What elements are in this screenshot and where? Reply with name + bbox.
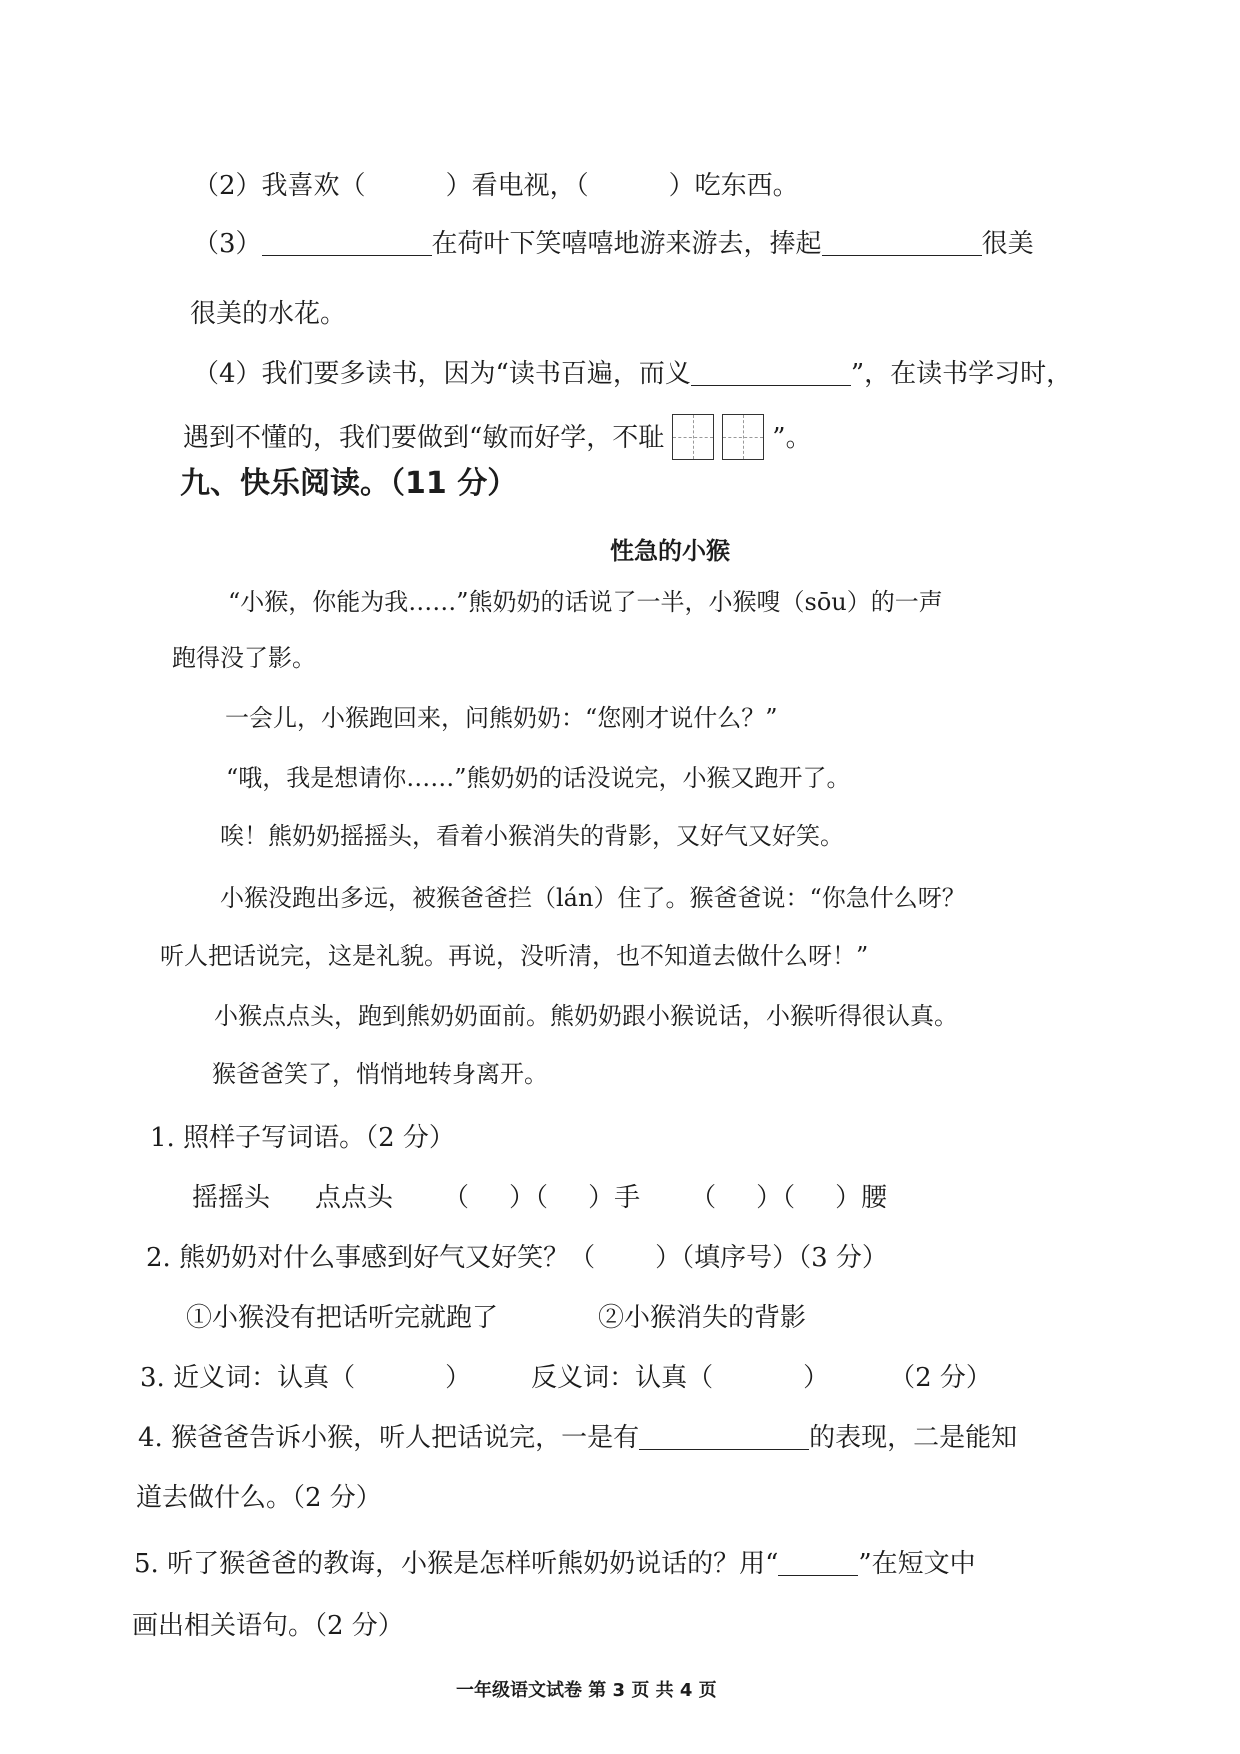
q1-paren5: ）（ xyxy=(756,1183,796,1213)
q8-item4-blank[interactable] xyxy=(691,359,851,386)
tian-box-1[interactable] xyxy=(672,414,714,460)
q5-text2: ”在短文中 xyxy=(858,1549,976,1579)
q5-text1: 5. 听了猴爸爸的教诲，小猴是怎样听熊奶奶说话的？用“ xyxy=(134,1549,779,1579)
q3-line xyxy=(140,1360,992,1396)
q8-item4-line1 xyxy=(193,356,1072,392)
story-p5a: 小猴没跑出多远，被猴爸爸拦（lán）住了。猴爸爸说：“你急什么呀？ xyxy=(220,884,966,912)
story-title: 性急的小猴 xyxy=(610,537,730,565)
q3-text3: 反义词：认真（ xyxy=(531,1363,714,1393)
q8-item2-num: （2） xyxy=(193,171,262,201)
story-p3: “哦，我是想请你……”熊奶奶的话没说完，小猴又跑开了。 xyxy=(226,764,851,792)
q8-item4-text1: 我们要多读书，因为“读书百遍，而义 xyxy=(261,359,691,389)
q8-item3-blank2[interactable] xyxy=(822,229,982,256)
q8-item4-num: （4） xyxy=(193,359,262,389)
q8-item3-text2: 很美 xyxy=(981,229,1034,259)
q3-text4: ） xyxy=(803,1363,830,1393)
story-p4: 唉！熊奶奶摇摇头，看着小猴消失的背影，又好气又好笑。 xyxy=(220,822,844,850)
q8-item3-line1 xyxy=(193,226,1034,262)
story-p6: 小猴点点头，跑到熊奶奶面前。熊奶奶跟小猴说话，小猴听得很认真。 xyxy=(214,1002,958,1030)
story-p7: 猴爸爸笑了，悄悄地转身离开。 xyxy=(212,1060,548,1088)
q1-paren4: （ xyxy=(690,1183,717,1213)
q1-example-line xyxy=(192,1180,887,1216)
q8-item2-text1: 我喜欢（ xyxy=(261,171,366,201)
q2-text-end: ）（填序号）（3 分） xyxy=(655,1243,888,1273)
q8-item4-text3: 遇到不懂的，我们要做到“敏而好学，不耻 xyxy=(183,423,665,453)
q4-blank[interactable] xyxy=(639,1423,809,1450)
story-p2: 一会儿，小猴跑回来，问熊奶奶：“您刚才说什么？” xyxy=(225,704,778,732)
q3-text1: 3. 近义词：认真（ xyxy=(140,1363,356,1393)
q3-score: （2 分） xyxy=(889,1363,992,1393)
q1-paren2: ）（ xyxy=(509,1183,549,1213)
q1-line: 1. 照样子写词语。（2 分） xyxy=(150,1123,455,1153)
q8-item2-text2: ）看电视，（ xyxy=(445,171,589,201)
q8-item3-text3: 很美的水花。 xyxy=(190,299,347,329)
q8-item4-text4: ”。 xyxy=(772,423,812,453)
q2-text: 2. 熊奶奶对什么事感到好气又好笑？（ xyxy=(146,1243,596,1273)
q3-text2: ） xyxy=(445,1363,472,1393)
q1-paren3: ）手 xyxy=(588,1183,641,1213)
q4-line2: 道去做什么。（2 分） xyxy=(136,1483,382,1513)
q1-example1: 摇摇头 xyxy=(192,1183,271,1213)
q8-item2-line xyxy=(193,168,799,204)
q8-item3-num: （3） xyxy=(193,229,262,259)
q8-item3-text1: 在荷叶下笑嘻嘻地游来游去，捧起 xyxy=(431,229,822,259)
q8-item4-text2: ”，在读书学习时， xyxy=(850,359,1073,389)
story-p5b: 听人把话说完，这是礼貌。再说，没听清，也不知道去做什么呀！” xyxy=(160,942,869,970)
q1-example2: 点点头 xyxy=(315,1183,394,1213)
q4-text2: 的表现，二是能知 xyxy=(809,1423,1018,1453)
q2-line xyxy=(146,1240,888,1276)
q8-item3-blank1[interactable] xyxy=(262,229,432,256)
section9-title: 九、快乐阅读。（11 分） xyxy=(180,466,518,501)
q5-line1 xyxy=(134,1546,976,1582)
q5-underline-sample xyxy=(778,1549,858,1576)
q8-item3-line2 xyxy=(190,296,346,332)
q8-item2-text3: ）吃东西。 xyxy=(668,171,799,201)
q2-option1: ①小猴没有把话听完就跑了 xyxy=(186,1303,499,1333)
q2-option2: ②小猴消失的背影 xyxy=(598,1303,807,1333)
q4-line1 xyxy=(138,1420,1017,1456)
page-footer: 一年级语文试卷 第 3 页 共 4 页 xyxy=(456,1680,717,1701)
q1-paren1: （ xyxy=(443,1183,470,1213)
q8-item4-line2 xyxy=(183,414,812,460)
q4-text1: 4. 猴爸爸告诉小猴，听人把话说完，一是有 xyxy=(138,1423,640,1453)
story-p1b: 跑得没了影。 xyxy=(172,644,316,672)
tian-box-2[interactable] xyxy=(722,414,764,460)
q5-line2: 画出相关语句。（2 分） xyxy=(132,1611,404,1641)
story-p1a: “小猴，你能为我……”熊奶奶的话说了一半，小猴嗖（sōu）的一声 xyxy=(228,588,943,616)
q1-paren6: ）腰 xyxy=(835,1183,888,1213)
q2-options-line xyxy=(186,1300,806,1336)
